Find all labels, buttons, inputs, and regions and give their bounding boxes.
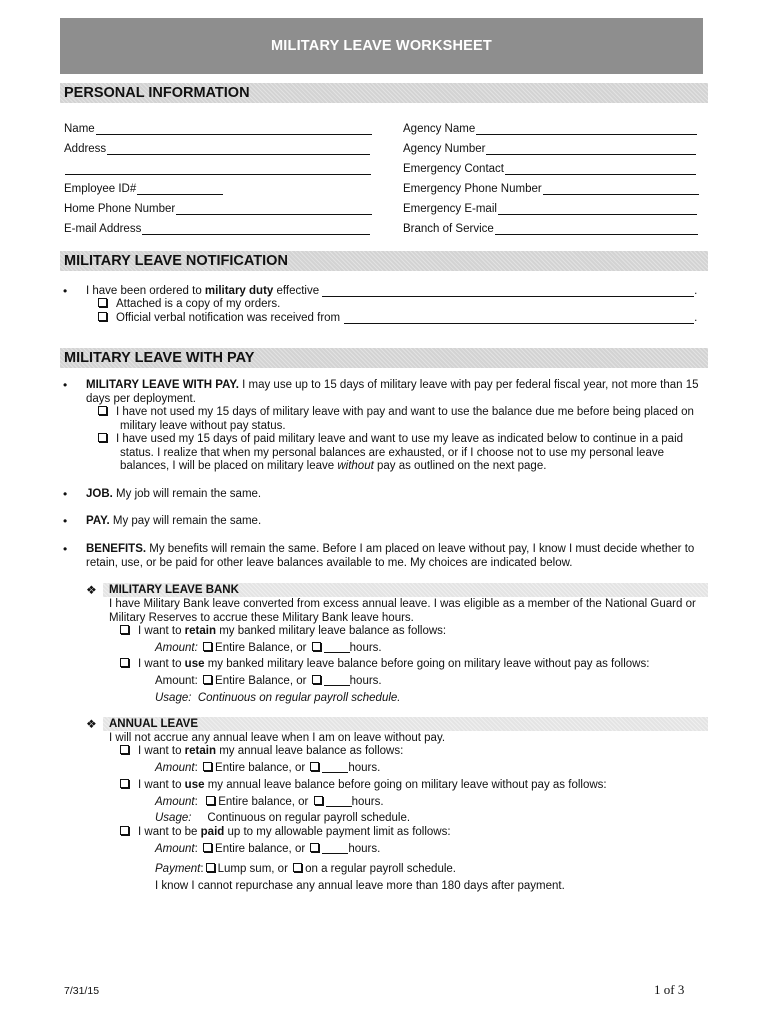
page-number: 1 of 3 xyxy=(654,982,685,997)
home-phone-field[interactable] xyxy=(64,203,372,215)
subsection-heading-bank: MILITARY LEAVE BANK xyxy=(109,584,239,596)
mlwp-text-2: days per deployment. xyxy=(86,393,196,405)
agency-name-field[interactable] xyxy=(403,123,697,135)
pay-bold: PAY. xyxy=(86,515,110,527)
used-days-line-1: I have used my 15 days of paid military leave and want to use my leave as indicated below to continue in a paid xyxy=(116,433,684,445)
annual-paid-option[interactable]: I want to be paid up to my allowable payment limit as follows: xyxy=(120,826,451,838)
document-title-banner xyxy=(60,18,703,74)
address-input-line[interactable] xyxy=(107,143,370,155)
emergency-phone-field[interactable] xyxy=(403,183,699,195)
bank-usage: Usage: Continuous on regular payroll schedule. xyxy=(155,692,401,704)
bullet-icon: • xyxy=(63,514,68,528)
bullet-icon: • xyxy=(63,378,68,392)
mlwp-text-1: I may use up to 15 days of military leave with pay per federal fiscal year, not more than 15 xyxy=(238,379,699,391)
checkbox-icon[interactable] xyxy=(98,406,107,415)
checkbox-icon[interactable] xyxy=(98,312,107,321)
emergency-contact-input-line[interactable] xyxy=(505,163,696,175)
unused-days-option[interactable] xyxy=(98,406,694,418)
verbal-notification-option[interactable]: Official verbal notification was received from . xyxy=(98,312,697,324)
benefits-paragraph xyxy=(86,543,694,555)
annual-use-amount: Amount: Entire balance, or hours. xyxy=(155,796,384,808)
checkbox-icon[interactable] xyxy=(120,826,129,835)
document-title: MILITARY LEAVE WORKSHEET xyxy=(271,38,492,54)
annual-usage: Usage: Continuous on regular payroll schedule. xyxy=(155,812,411,824)
unused-days-line-2: military leave without pay status. xyxy=(120,420,286,432)
pay-paragraph xyxy=(86,515,261,527)
verbal-notification-label: Official verbal notification was received from xyxy=(116,312,341,324)
employee-id-label: Employee ID# xyxy=(64,183,137,195)
employee-id-field[interactable] xyxy=(64,183,223,195)
bullet-icon: • xyxy=(63,542,68,556)
branch-field[interactable] xyxy=(403,223,698,235)
used-days-line-2: status. I realize that when my personal balances are exhausted, or if I choose not to use my personal leave xyxy=(120,447,664,459)
emergency-phone-label: Emergency Phone Number xyxy=(403,183,542,195)
bank-retain-amount: Amount: Entire Balance, or hours. xyxy=(155,642,382,654)
annual-retain-amount: Amount: Entire balance, or hours. xyxy=(155,762,381,774)
job-bold: JOB. xyxy=(86,488,113,500)
used-days-line-3: balances, I will be placed on military leave without pay as outlined on the next page. xyxy=(120,460,547,472)
email-label: E-mail Address xyxy=(64,223,142,235)
agency-number-input-line[interactable] xyxy=(486,143,696,155)
emergency-contact-label: Emergency Contact xyxy=(403,163,504,175)
section-heading-notification: MILITARY LEAVE NOTIFICATION xyxy=(60,251,708,271)
ordered-duty-field[interactable]: I have been ordered to military duty effective . xyxy=(86,285,698,297)
attached-orders-label: Attached is a copy of my orders. xyxy=(116,298,281,310)
job-paragraph xyxy=(86,488,261,500)
bullet-icon: • xyxy=(63,487,68,501)
bank-desc-2: Military Reserves to accrue these Military Bank leave hours. xyxy=(109,612,414,624)
section-heading-personal: PERSONAL INFORMATION xyxy=(60,83,708,103)
used-days-option[interactable] xyxy=(98,433,683,445)
subsection-heading-annual: ANNUAL LEAVE xyxy=(109,718,199,730)
benefits-text-1: My benefits will remain the same. Before I am placed on leave without pay, I know I must decide whether to xyxy=(146,543,695,555)
annual-paid-hours-input[interactable] xyxy=(322,843,348,854)
checkbox-icon[interactable] xyxy=(120,625,129,634)
emergency-email-field[interactable] xyxy=(403,203,697,215)
checkbox-icon[interactable] xyxy=(203,762,212,771)
pay-text: My pay will remain the same. xyxy=(109,515,262,527)
checkbox-icon[interactable] xyxy=(203,843,212,852)
annual-retain-hours-input[interactable] xyxy=(322,762,348,773)
bank-use-amount: Amount: Entire Balance, or hours. xyxy=(155,675,382,687)
annual-repurchase-note: I know I cannot repurchase any annual leave more than 180 days after payment. xyxy=(155,880,565,892)
checkbox-icon[interactable] xyxy=(310,762,319,771)
emergency-email-input-line[interactable] xyxy=(498,203,697,215)
ordered-post: effective xyxy=(273,285,320,297)
section-heading-with-pay: MILITARY LEAVE WITH PAY xyxy=(60,348,708,368)
checkbox-icon[interactable] xyxy=(310,843,319,852)
emergency-contact-field[interactable] xyxy=(403,163,696,175)
ordered-bold: military duty xyxy=(204,285,274,297)
mlwp-bold: MILITARY LEAVE WITH PAY. xyxy=(86,379,239,391)
bank-desc-1: I have Military Bank leave converted from excess annual leave. I was eligible as a member of the National Guard or xyxy=(109,598,696,610)
checkbox-icon[interactable] xyxy=(293,863,302,872)
address-field[interactable] xyxy=(64,143,370,155)
bank-retain-hours-input[interactable] xyxy=(324,642,350,653)
annual-retain-option[interactable]: I want to retain my annual leave balance as follows: xyxy=(120,745,403,757)
address-input-line-2[interactable] xyxy=(65,163,371,175)
annual-paid-amount: Amount: Entire balance, or hours. xyxy=(155,843,381,855)
job-text: My job will remain the same. xyxy=(112,488,262,500)
footer-date: 7/31/15 xyxy=(64,985,100,997)
home-phone-input-line[interactable] xyxy=(176,203,372,215)
diamond-bullet-icon: ❖ xyxy=(86,717,97,731)
bank-use-option[interactable]: I want to use my banked military leave balance before going on military leave without pay as follows: xyxy=(120,658,649,670)
attached-orders-option[interactable] xyxy=(98,298,280,310)
annual-use-hours-input[interactable] xyxy=(326,796,352,807)
branch-label: Branch of Service xyxy=(403,223,494,235)
diamond-bullet-icon: ❖ xyxy=(86,583,97,597)
checkbox-icon[interactable] xyxy=(206,863,215,872)
annual-desc: I will not accrue any annual leave when I am on leave without pay. xyxy=(109,732,446,744)
checkbox-icon[interactable] xyxy=(120,779,129,788)
email-input-line[interactable] xyxy=(142,223,370,235)
agency-number-label: Agency Number xyxy=(403,143,486,155)
name-label: Name xyxy=(64,123,95,135)
bullet-icon: • xyxy=(63,284,68,298)
emergency-phone-input-line[interactable] xyxy=(543,183,699,195)
effective-date-input-line[interactable] xyxy=(322,285,694,297)
name-field[interactable] xyxy=(64,123,372,135)
checkbox-icon[interactable] xyxy=(206,796,215,805)
annual-use-option[interactable]: I want to use my annual leave balance before going on military leave without pay as follows: xyxy=(120,779,607,791)
emergency-email-label: Emergency E-mail xyxy=(403,203,497,215)
checkbox-icon[interactable] xyxy=(314,796,323,805)
bank-retain-option[interactable]: I want to retain my banked military leave balance as follows: xyxy=(120,625,446,637)
home-phone-label: Home Phone Number xyxy=(64,203,176,215)
branch-input-line[interactable] xyxy=(495,223,698,235)
agency-name-label: Agency Name xyxy=(403,123,476,135)
email-field[interactable] xyxy=(64,223,370,235)
agency-number-field[interactable] xyxy=(403,143,696,155)
bank-use-hours-input[interactable] xyxy=(324,675,350,686)
checkbox-icon[interactable] xyxy=(120,658,129,667)
ordered-pre: I have been ordered to xyxy=(86,285,205,297)
name-input-line[interactable] xyxy=(96,123,372,135)
mlwp-paragraph xyxy=(86,379,699,391)
unused-days-line-1: I have not used my 15 days of military leave with pay and want to use the balance due me before being placed on xyxy=(116,406,694,418)
employee-id-input-line[interactable] xyxy=(137,183,223,195)
agency-name-input-line[interactable] xyxy=(476,123,697,135)
verbal-source-input-line[interactable] xyxy=(344,312,694,324)
benefits-bold: BENEFITS. xyxy=(86,543,147,555)
address-label: Address xyxy=(64,143,107,155)
checkbox-icon[interactable] xyxy=(312,642,321,651)
annual-payment: Payment: Lump sum, or on a regular payroll schedule. xyxy=(155,863,456,875)
checkbox-icon[interactable] xyxy=(312,675,321,684)
checkbox-icon[interactable] xyxy=(120,745,129,754)
benefits-text-2: retain, use, or be paid for other leave balances available to me. My choices are indicated below. xyxy=(86,557,573,569)
checkbox-icon[interactable] xyxy=(98,433,107,442)
checkbox-icon[interactable] xyxy=(203,642,212,651)
checkbox-icon[interactable] xyxy=(98,298,107,307)
checkbox-icon[interactable] xyxy=(203,675,212,684)
address-line-2[interactable] xyxy=(64,163,371,175)
